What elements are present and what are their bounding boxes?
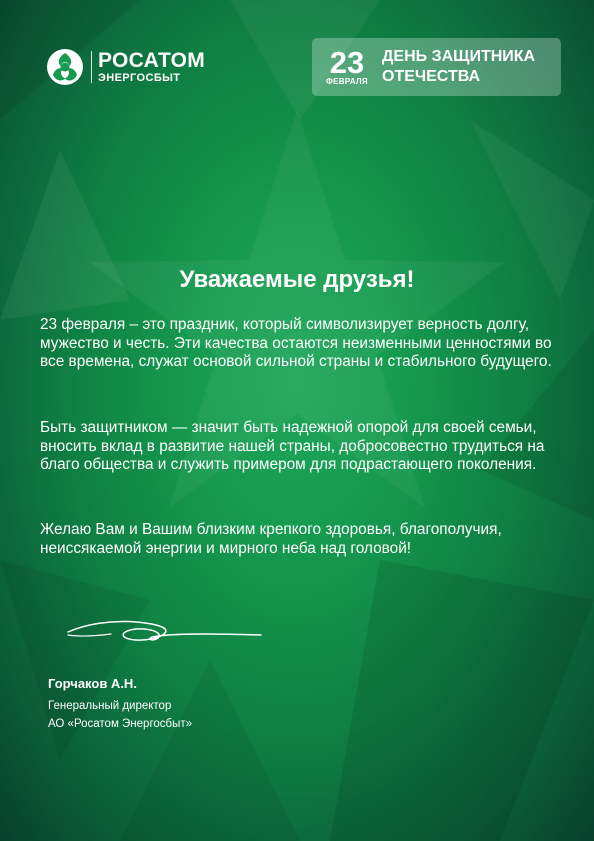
badge-month: ФЕВРАЛЯ: [326, 76, 368, 86]
badge-date: [318, 44, 376, 86]
badge-title-line2: ОТЕЧЕСТВА: [382, 68, 481, 85]
holiday-badge: [312, 38, 561, 96]
signatory-position: Генеральный директор: [48, 700, 172, 712]
badge-title-line1: ДЕНЬ ЗАЩИТНИКА: [382, 48, 536, 65]
paragraph-2: Быть защитником — значит быть надежной опорой для своей семьи, вносить вклад в развитие нашей страны, добросовестно трудиться на благо общества и служить примером для подрастающего поколения.: [40, 419, 545, 473]
paragraph-1: 23 февраля – это праздник, который символизирует верность долгу, мужество и честь. Эти качества остаются неизменными ценностями во все времена, служат основой сильной страны и стабильного будущего.: [40, 316, 552, 370]
greeting-heading: Уважаемые друзья!: [179, 266, 415, 293]
handwritten-signature: [66, 610, 266, 650]
logo-wordmark: [98, 50, 205, 84]
signatory-name: Горчаков А.Н.: [48, 676, 137, 691]
signatory-details: [48, 697, 192, 733]
logo-divider: [91, 51, 92, 83]
signatory-company: АО «Росатом Энергосбыт»: [48, 718, 193, 730]
logo-name: РОСАТОМ: [98, 49, 206, 72]
badge-day: 23: [329, 44, 365, 80]
paragraph-3: Желаю Вам и Вашим близким крепкого здоровья, благополучия, неиссякаемой энергии и мирного неба над головой!: [40, 521, 502, 557]
logo-subtitle: ЭНЕРГОСБЫТ: [98, 72, 181, 84]
rosatom-atom-icon: [45, 47, 85, 87]
badge-title: [382, 47, 535, 87]
rosatom-logo: [45, 47, 205, 87]
